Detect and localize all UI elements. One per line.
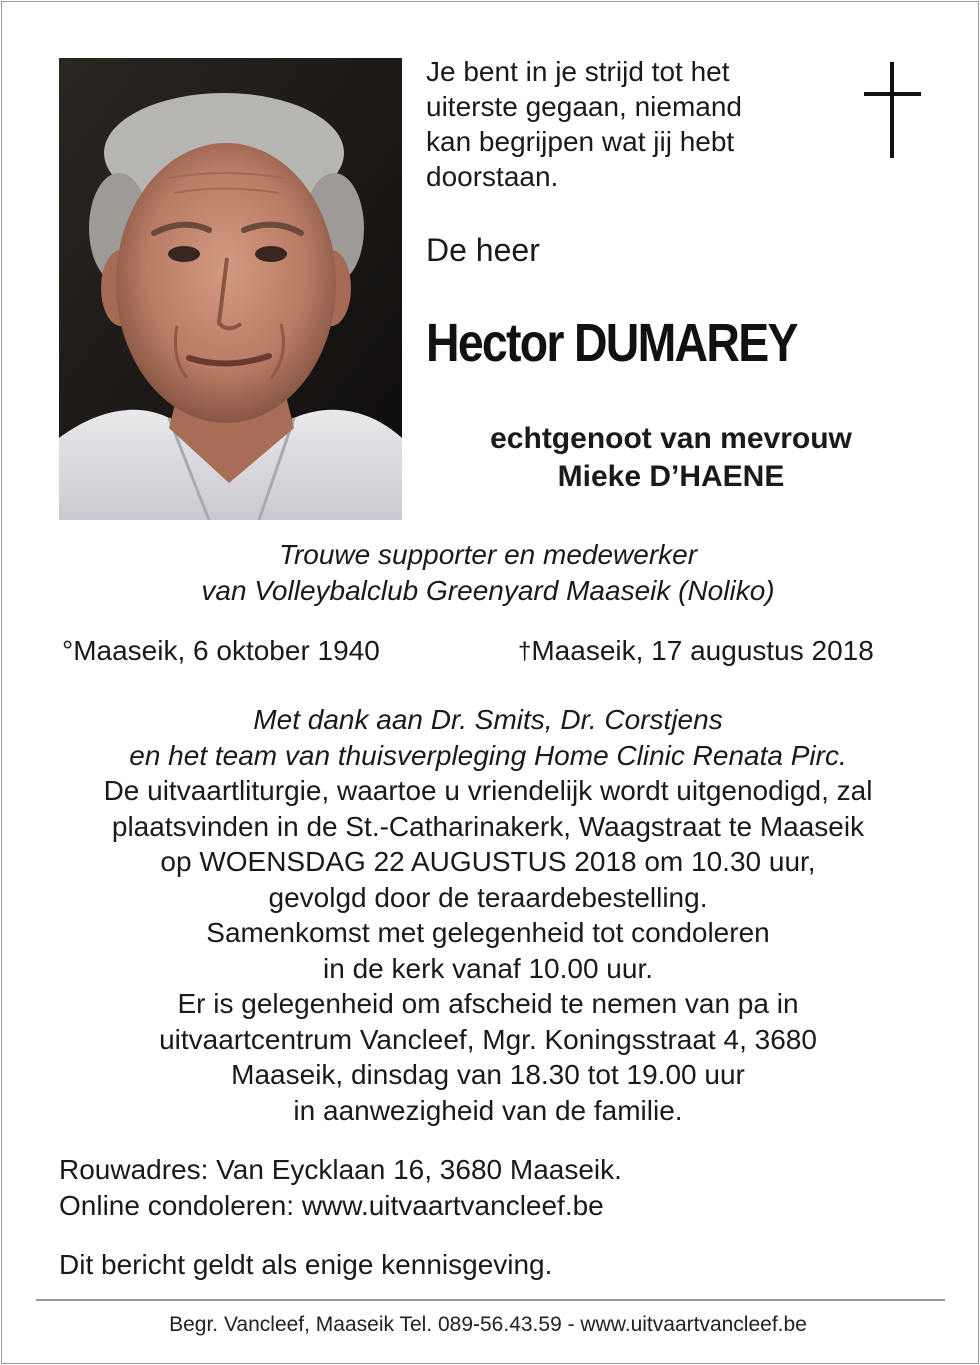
mourning-address: Rouwadres: Van Eycklaan 16, 3680 Maaseik. xyxy=(59,1154,622,1185)
funeral-details xyxy=(0,702,976,1128)
thanks-line: en het team van thuisverpleging Home Clinic Renata Pirc. xyxy=(129,739,847,771)
funeral-line: in aanwezigheid van de familie. xyxy=(293,1094,683,1126)
supporter-line: van Volleybalclub Greenyard Maaseik (Noliko) xyxy=(201,575,775,606)
salutation: De heer xyxy=(426,232,540,268)
deceased-name: Hector DUMAREY xyxy=(426,313,797,373)
funeral-line: op WOENSDAG 22 AUGUSTUS 2018 om 10.30 uur, xyxy=(160,846,816,877)
thanks-line: Met dank aan Dr. Smits, Dr. Corstjens xyxy=(253,704,723,735)
death-date xyxy=(518,633,874,671)
birth-symbol: ° xyxy=(62,635,74,666)
online-condolence: Online condoleren: www.uitvaartvancleef.be xyxy=(59,1190,604,1221)
latin-cross-icon xyxy=(862,62,924,160)
supporter-note xyxy=(0,537,976,609)
funeral-line: Er is gelegenheid om afscheid te nemen van pa in xyxy=(177,988,799,1019)
spouse-info xyxy=(426,420,916,496)
funeral-line: in de kerk vanaf 10.00 uur. xyxy=(323,952,653,984)
poem-line: kan begrijpen wat jij hebt xyxy=(426,126,735,157)
funeral-line: De uitvaartliturgie, waartoe u vriendelijk wordt uitgenodigd, zal xyxy=(103,775,873,806)
birth-text: Maaseik, 6 oktober 1940 xyxy=(73,635,380,666)
notice-text: Dit bericht geldt als enige kennisgeving. xyxy=(59,1249,553,1280)
footer-funeral-home: Begr. Vancleef, Maaseik Tel. 089-56.43.59 - www.uitvaartvancleef.be xyxy=(169,1313,807,1336)
spouse-relation: echtgenoot van mevrouw xyxy=(490,422,852,455)
funeral-line: Samenkomst met gelegenheid tot condoleren xyxy=(206,917,770,948)
birth-date xyxy=(62,633,380,669)
poem-line: doorstaan. xyxy=(426,161,559,192)
dagger-icon: † xyxy=(518,638,532,665)
portrait-photo xyxy=(59,58,402,520)
death-text: Maaseik, 17 augustus 2018 xyxy=(531,635,874,666)
funeral-line: Maaseik, dinsdag van 18.30 tot 19.00 uur xyxy=(231,1059,745,1090)
funeral-line: uitvaartcentrum Vancleef, Mgr. Koningsstraat 4, 3680 xyxy=(159,1023,817,1055)
funeral-line: plaatsvinden in de St.-Catharinakerk, Waagstraat te Maaseik xyxy=(111,810,865,842)
contact-info xyxy=(59,1152,622,1224)
supporter-line: Trouwe supporter en medewerker xyxy=(278,539,698,570)
divider xyxy=(36,1299,945,1301)
poem-line: Je bent in je strijd tot het xyxy=(426,56,730,87)
poem xyxy=(426,54,846,194)
poem-line: uiterste gegaan, niemand xyxy=(426,91,742,122)
spouse-name: Mieke D’HAENE xyxy=(557,460,785,493)
funeral-line: gevolgd door de teraardebestelling. xyxy=(268,881,708,913)
